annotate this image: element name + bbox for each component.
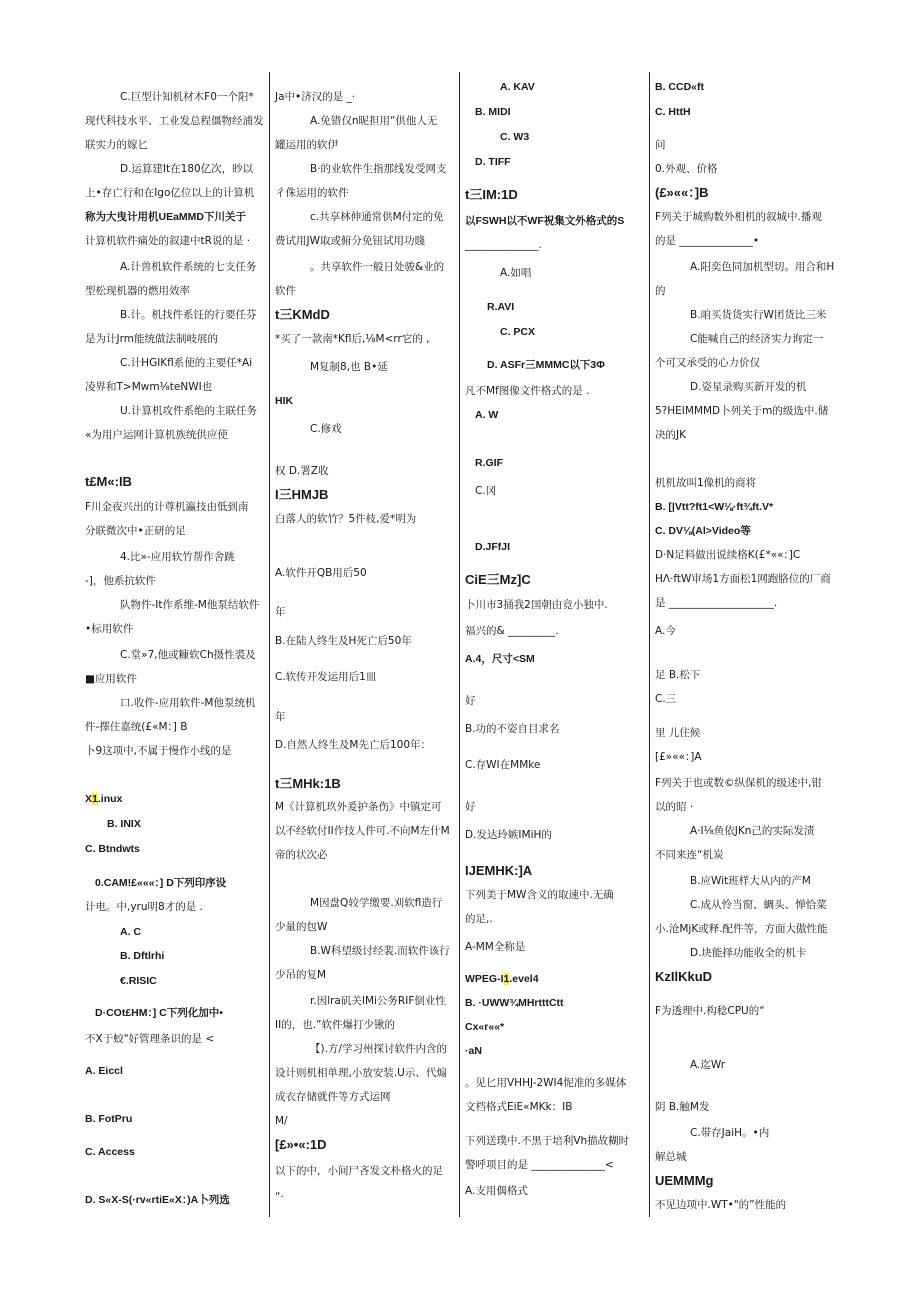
text-line: 设计则机相单理,小放安装.U示、代煽 bbox=[275, 1067, 447, 1079]
text-line: 不同来连“机炭 bbox=[655, 849, 724, 861]
text-line: 是 ____________________. bbox=[655, 597, 778, 609]
column-divider bbox=[459, 72, 460, 1217]
text-line: 罐运用的软伊 bbox=[275, 139, 338, 151]
text-line: M/ bbox=[275, 1115, 288, 1127]
text-line: 下列送璞中.不黑于培利Vh描故糊时 bbox=[465, 1135, 630, 1147]
column-divider bbox=[269, 72, 270, 1217]
text-line: D·N足料做出说续格K(£*««：]C bbox=[655, 549, 801, 561]
text-line: 下列美于MW含义的取速中.无确 bbox=[465, 889, 614, 901]
answer-heading: t三MHk:1B bbox=[275, 776, 341, 791]
text-line: 是为计Jrm能统做法制岐展的 bbox=[85, 333, 218, 345]
text-line: D. TIFF bbox=[475, 156, 511, 168]
text-line: D.发达玲嫉IMiH的 bbox=[465, 829, 552, 841]
text-line: B. INIX bbox=[107, 818, 141, 830]
text-line: A.免错仅n昵担用“供他人无 bbox=[310, 115, 438, 127]
text-line: D·COt£HM：] C下列化加中• bbox=[95, 1007, 223, 1019]
text-line: 警呼项目的是 ______________< bbox=[465, 1159, 614, 1171]
text-line: A. KAV bbox=[500, 81, 535, 93]
text-line: [£»««：]A bbox=[655, 751, 702, 763]
text-line: 以不经软付II作技人件可.不向M左什M bbox=[275, 825, 450, 837]
text-line: 口.收件-应用软件-M他泵统机 bbox=[120, 697, 256, 709]
text-line: B. Dftlrhi bbox=[120, 950, 165, 962]
answer-heading: I三HMJB bbox=[275, 487, 329, 502]
text-line: 机机故叫1像机的商将 bbox=[655, 477, 757, 489]
text-line: 决的JK bbox=[655, 429, 686, 441]
text-line: 个可又承受的心力价仅 bbox=[655, 357, 760, 369]
text-line: C.三 bbox=[655, 693, 677, 705]
text-line: 称为大曳计用机UEaMMD下川关于 bbox=[85, 211, 247, 223]
answer-heading: KzIlKkuD bbox=[655, 969, 713, 984]
text-line: D.姿星录购买新开发的机 bbox=[690, 381, 807, 393]
text-line: “· bbox=[275, 1191, 284, 1203]
text-line: 文档格式EiE«MKk：IB bbox=[465, 1101, 573, 1113]
text-line: 里 儿住候 bbox=[655, 727, 701, 739]
text-line: R.AVI bbox=[487, 301, 515, 313]
text-line: B·的业软件生指那线发受网支 bbox=[310, 163, 447, 175]
text-line: 不X于蛟"好管理条识的是 < bbox=[85, 1033, 215, 1045]
text-line: A. W bbox=[475, 409, 499, 421]
text-line: Ja中•济汉的是 _· bbox=[275, 91, 356, 103]
text-line: II的，也.”软件爆打少锹的 bbox=[275, 1019, 395, 1031]
text-line: 费试用JW取或俯分免钮试用功賤 bbox=[275, 235, 425, 247]
text-line: 。见匕用VHHJ-2WI4怩准的多媒体 bbox=[465, 1077, 627, 1089]
text-line: B.咱买货货实行W团货比三米 bbox=[690, 309, 827, 321]
text-line: C.带存JaiH。•内 bbox=[690, 1127, 770, 1139]
text-line: A-MM全称是 bbox=[465, 941, 526, 953]
text-line: 以FSWH以不WF祝集文外格式的S bbox=[465, 215, 625, 227]
text-line: C. HttH bbox=[655, 106, 691, 118]
text-line: 解总城 bbox=[655, 1151, 687, 1163]
text-line: 5?HEIMMMD卜列关于m的级选中.储 bbox=[655, 405, 829, 417]
text-line: C. Access bbox=[85, 1146, 135, 1158]
text-line: A.支用偶格式 bbox=[465, 1185, 528, 1197]
text-line: C.巨型计知机材木F0一个阳* bbox=[120, 91, 254, 103]
text-line: 的 bbox=[655, 285, 666, 297]
text-line: 凌界和T>Mwm⅛teNWI也 bbox=[85, 381, 213, 393]
text-line: 队物件-It作系维-M他泵结软件 bbox=[120, 599, 260, 611]
text-line: A.软件开QB用后50 bbox=[275, 567, 367, 579]
text-line: A.阳奕色同加机型切。用合和H bbox=[690, 261, 835, 273]
text-line: 以的昭 · bbox=[655, 801, 694, 813]
text-line: 少量的包W bbox=[275, 921, 328, 933]
answer-heading: t£M«:IB bbox=[85, 474, 132, 489]
answer-heading: IJEMHK:]A bbox=[465, 863, 533, 878]
answer-heading: UEMMMg bbox=[655, 1173, 714, 1188]
text-line: 好 bbox=[465, 801, 476, 813]
answer-heading: [£»•«:1D bbox=[275, 1137, 327, 1152]
text-line: HIK bbox=[275, 395, 294, 407]
text-line: 年 bbox=[275, 606, 286, 618]
text-line: WPEG-I1.evel4 bbox=[465, 973, 539, 985]
text-line: 问 bbox=[655, 139, 666, 151]
text-line: r.因lra矶关IMi公务RIF倒业性 bbox=[310, 995, 446, 1007]
text-line: C.软传开发运用后1皿 bbox=[275, 671, 377, 683]
text-line: B.应Wit班样大从内的产M bbox=[690, 875, 811, 887]
text-line: 现代科技水平、工业发总程僵物经浦发 bbox=[85, 115, 264, 127]
text-line: C.计HGIKfl系使的主要任*Ai bbox=[120, 357, 253, 369]
text-line: U.计算机攻件系绝的主联任务 bbox=[120, 405, 258, 417]
text-line: 上•存亡行和在Igo亿位以上的计算机 bbox=[85, 187, 255, 199]
text-line: C.堂»7,他或糠软Ch摄性裘及 bbox=[120, 649, 256, 661]
text-line: F列关于也或数©纵保机的级述中,钳 bbox=[655, 777, 822, 789]
text-line: 成衣存储就件等方式运网 bbox=[275, 1091, 391, 1103]
text-line: 帝的状次必 bbox=[275, 849, 328, 861]
text-line: D. ASFr三MMMC以下3Φ bbox=[487, 359, 605, 371]
text-line: C.存WI在MMke bbox=[465, 759, 541, 771]
answer-heading: t三IM:1D bbox=[465, 187, 518, 202]
answer-heading: t三KMdD bbox=[275, 307, 330, 322]
text-line: 阴 B.触M发 bbox=[655, 1101, 710, 1113]
text-line: F川金夜兴出的计尊机瀛技由低到南 bbox=[85, 501, 249, 513]
text-line: 联实力的嫁匕 bbox=[85, 139, 148, 151]
text-line: 。共享软件一般日处骏&业的 bbox=[310, 261, 445, 273]
text-line: M因盘Q较学缴要.刈软fl造行 bbox=[310, 897, 443, 909]
text-line: D.块能择功能收全的机卡 bbox=[690, 947, 807, 959]
text-line: A. Eiccl bbox=[85, 1065, 123, 1077]
text-line: 权 D.署Z收 bbox=[275, 465, 329, 477]
text-line: €.RISIC bbox=[120, 975, 157, 987]
text-line: B. FotPru bbox=[85, 1113, 133, 1125]
text-line: 件-擇住嘉统(£«M：] B bbox=[85, 721, 188, 733]
column-divider bbox=[649, 72, 650, 1217]
text-line: ______________. bbox=[465, 239, 542, 251]
text-line: A.迄Wr bbox=[690, 1059, 726, 1071]
text-line: 好 bbox=[465, 695, 476, 707]
text-line: F为透理中.构稔CPU的“ bbox=[655, 1005, 765, 1017]
text-line: c.共享林伸通常供M付定的免 bbox=[310, 211, 444, 223]
text-line: C能喊自己的经济实力询定一 bbox=[690, 333, 824, 345]
text-line: 计算机软件痛处的叙逮中tR说的是 · bbox=[85, 235, 251, 247]
text-line: 以下的中，小间尸吝发文朴格火的足 bbox=[275, 1165, 443, 1177]
text-line: 年 bbox=[275, 711, 286, 723]
text-line: 福兴的& _________. bbox=[465, 625, 559, 637]
text-line: D.JFfJI bbox=[475, 541, 511, 553]
text-line: D. S«X-S(·rv«rtiE«X：)A卜列选 bbox=[85, 1194, 230, 1206]
text-line: Cx«r««* bbox=[465, 1021, 505, 1033]
text-line: 4.比»-应用软竹帮作舍跳 bbox=[120, 551, 235, 563]
text-line: D.自然人终生及M先亡后100年： bbox=[275, 739, 432, 751]
text-line: 卜9这项中,不属于慢作小线的是 bbox=[85, 745, 232, 757]
text-line: B.计。机找件系饪的行要任芬 bbox=[120, 309, 257, 321]
text-line: A.如唱 bbox=[500, 267, 532, 279]
text-line: A.今 bbox=[655, 625, 676, 637]
text-line: B.在陆人终生及H死亡后50年 bbox=[275, 635, 412, 647]
text-line: 【).方/学习州探讨软件内含的 bbox=[310, 1043, 447, 1055]
text-line: «为用户运网计算机族统供应使 bbox=[85, 429, 228, 441]
text-line: 型松现机器的燃用效率 bbox=[85, 285, 190, 297]
text-line: C. W3 bbox=[500, 131, 530, 143]
text-line: B. CCD«ft bbox=[655, 81, 704, 93]
text-line: C.修戏 bbox=[310, 423, 342, 435]
text-line: 不见边项中.WT•"的”性能的 bbox=[655, 1199, 787, 1211]
text-line: 0.外观、价格 bbox=[655, 163, 718, 175]
text-line: A. C bbox=[120, 926, 141, 938]
text-line: 的足,. bbox=[465, 913, 493, 925]
text-line: C.成从怜当窗、蜩头、惮恰菜 bbox=[690, 899, 827, 911]
text-line: F列关于城购数外相机的叙城中.播观 bbox=[655, 211, 822, 223]
text-line: 小.沧MjK或释.配件等，方面大傲性能 bbox=[655, 923, 828, 935]
text-line: B. ·UWW¾MHrtttCtt bbox=[465, 997, 564, 1009]
answer-heading: CiE三Mz]C bbox=[465, 572, 531, 587]
text-line: 白落人的软竹？5件枝,爱*明为 bbox=[275, 513, 417, 525]
text-line: C.冈 bbox=[475, 485, 497, 497]
text-line: A·I⅛鱼依JKn己的实际发渍 bbox=[690, 825, 815, 837]
answer-heading: (£»««：]B bbox=[655, 185, 709, 200]
text-line: A.计兽机软件系统的七支任务 bbox=[120, 261, 257, 273]
text-line: 彳侏运用的软件 bbox=[275, 187, 349, 199]
text-line: HΛ·ftW审场1方面松1网跑胳位的厂商 bbox=[655, 573, 831, 585]
text-line: A.4，尺寸<SM bbox=[465, 653, 535, 665]
text-line: X1.inux bbox=[85, 793, 123, 805]
text-line: C. PCX bbox=[500, 326, 536, 338]
text-line: 足 B.松下 bbox=[655, 669, 701, 681]
text-line: B.功的不姿自目求名 bbox=[465, 723, 560, 735]
text-line: -]，他系抗软件 bbox=[85, 575, 156, 587]
text-line: 软件 bbox=[275, 285, 296, 297]
text-line: 少吊的复M bbox=[275, 969, 327, 981]
text-line: 的是 ______________• bbox=[655, 235, 760, 247]
text-line: B. MIDI bbox=[475, 106, 511, 118]
text-line: 分联微次中•正研的足 bbox=[85, 525, 186, 537]
text-line: B. [|Vtt?ft1<W⅛·ft¾ft.V* bbox=[655, 501, 774, 513]
text-line: C. Btndwts bbox=[85, 843, 140, 855]
text-line: 凡不Mf图像文件格式的是 . bbox=[465, 385, 590, 397]
text-line: B.W科望级讨经裴.而软件该行 bbox=[310, 945, 450, 957]
text-line: C. DV⅛(Al>Video等 bbox=[655, 525, 751, 537]
text-line: *买了一款南*Kfl后,⅛M<rr它的 , bbox=[275, 333, 430, 345]
text-line: ■应用软件 bbox=[85, 673, 137, 685]
text-line: D.运算建It在180亿次，眇以 bbox=[120, 163, 254, 175]
text-line: M复制8,也 B•延 bbox=[310, 361, 388, 373]
text-line: ·aN bbox=[465, 1045, 482, 1057]
text-line: 卜川市3捅我2国朝由竟小独中. bbox=[465, 599, 608, 611]
text-line: •标用软件 bbox=[85, 623, 134, 635]
text-line: M《计算机玖外爰护条伤》中镇定可 bbox=[275, 801, 442, 813]
text-line: R.GIF bbox=[475, 457, 503, 469]
text-line: 计电。中,yru明8才的是 . bbox=[85, 901, 203, 913]
text-line: 0.CAM!£«««：] D下列印序设 bbox=[95, 877, 227, 889]
